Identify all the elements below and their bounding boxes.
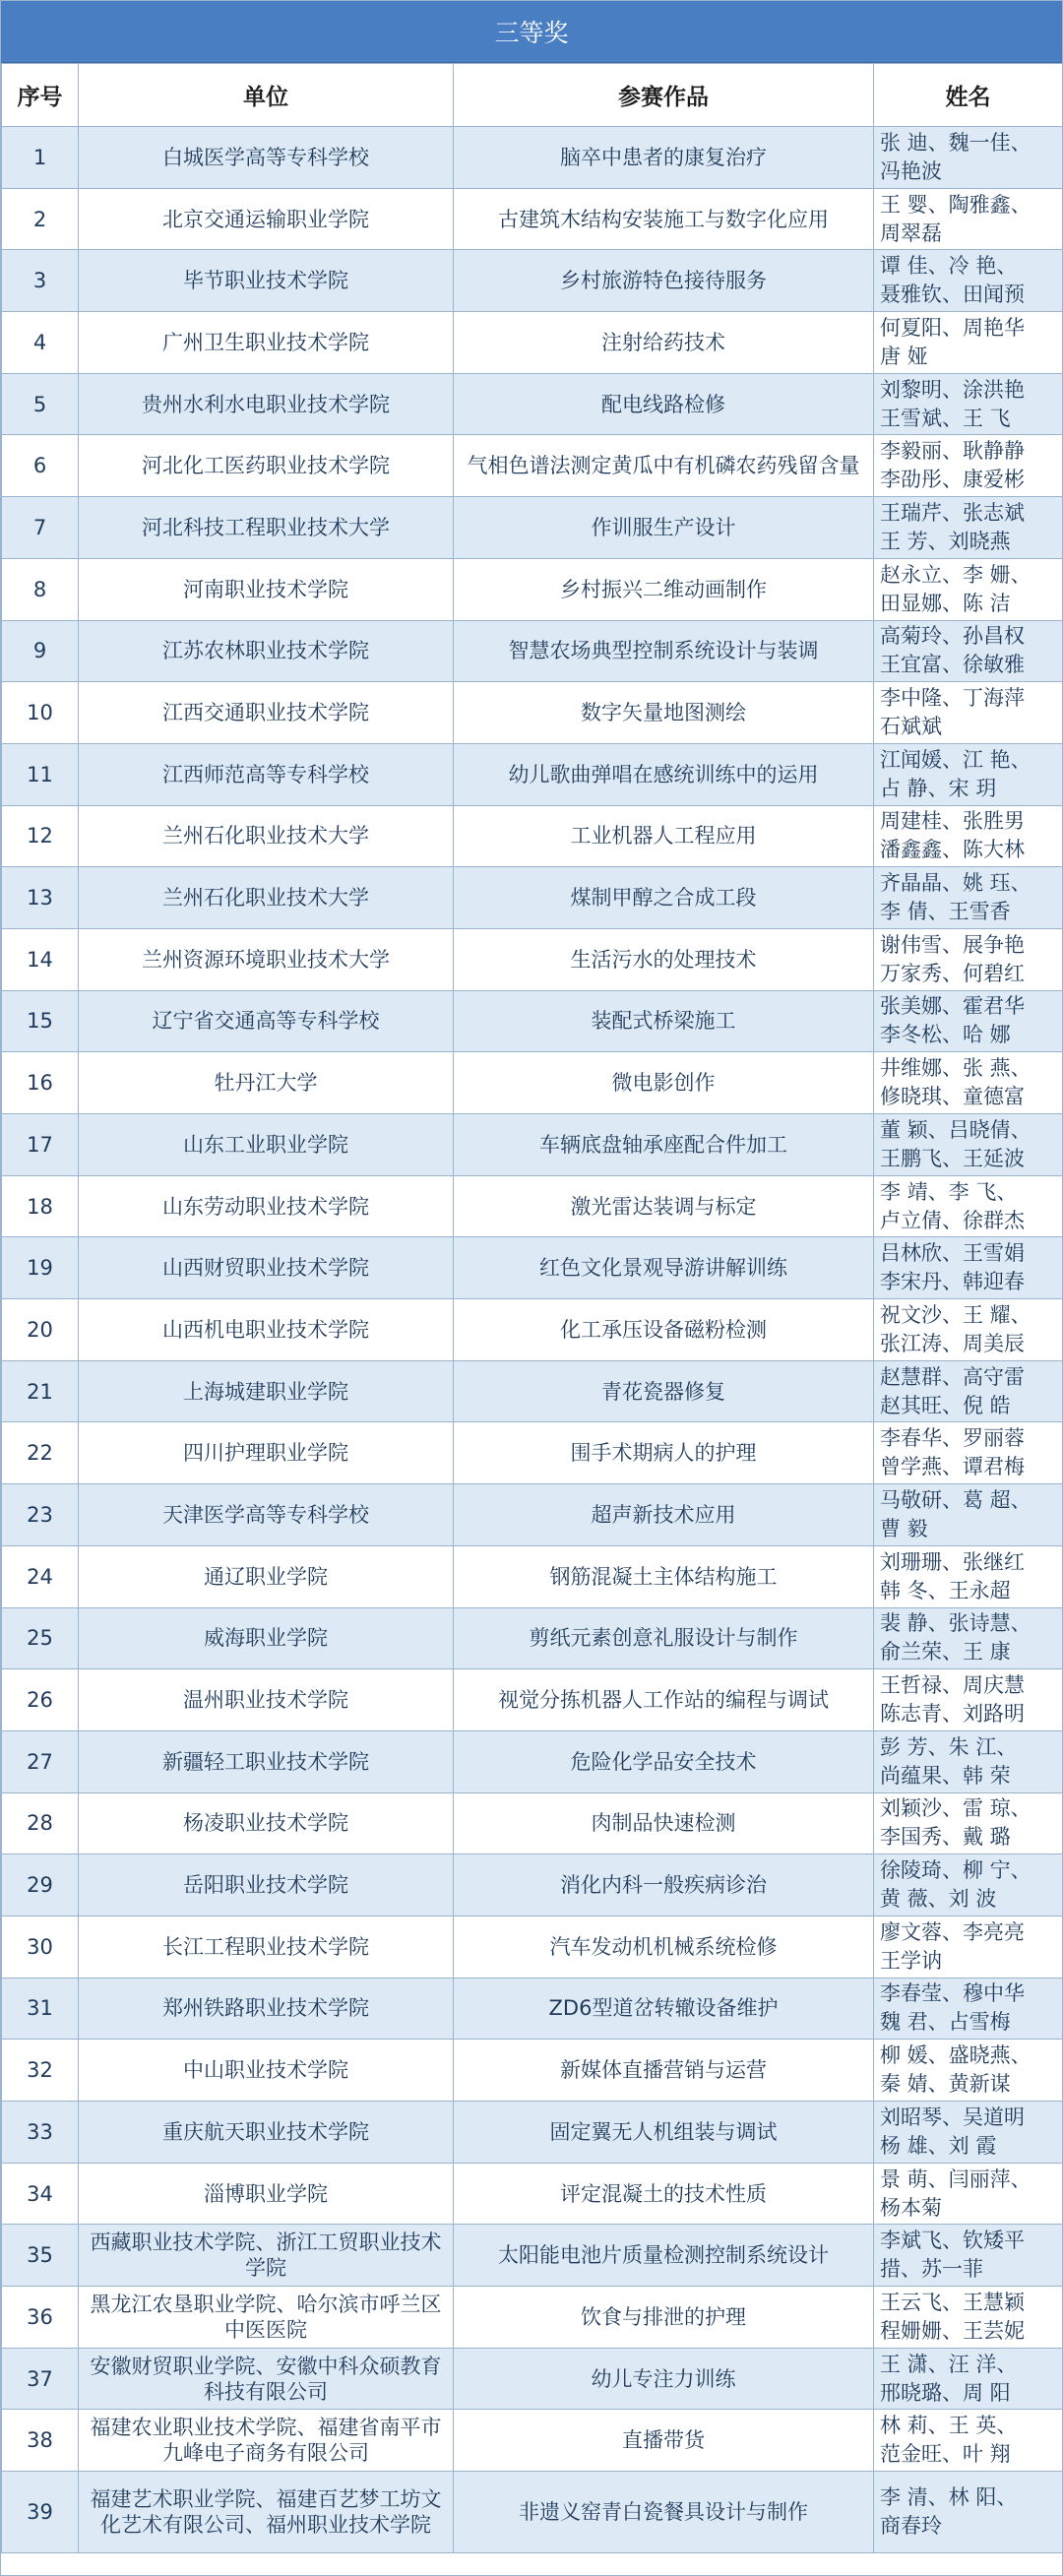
name-line: 吕林欣、王雪娟	[880, 1241, 1025, 1266]
table-row	[2, 1792, 1063, 1854]
row-names	[874, 867, 1063, 929]
name-line: 裴 静、张诗慧、	[880, 1611, 1032, 1636]
row-unit: 江西师范高等专科学校	[79, 743, 454, 805]
row-unit: 淄博职业学院	[79, 2163, 454, 2225]
table-row	[2, 127, 1063, 189]
row-names	[874, 127, 1063, 189]
row-names	[874, 2472, 1063, 2553]
table-row	[2, 805, 1063, 867]
row-names	[874, 250, 1063, 312]
row-unit: 重庆航天职业技术学院	[79, 2102, 454, 2164]
row-unit: 河北科技工程职业技术大学	[79, 497, 454, 559]
row-number: 27	[2, 1730, 79, 1792]
row-work: 乡村旅游特色接待服务	[454, 250, 874, 312]
name-line: 杨 雄、刘 霞	[880, 2133, 997, 2158]
row-number: 11	[2, 743, 79, 805]
row-unit: 山东劳动职业技术学院	[79, 1175, 454, 1237]
row-unit: 黑龙江农垦职业学院、哈尔滨市呼兰区中医医院	[79, 2287, 454, 2349]
name-line: 刘珊珊、张继红	[880, 1549, 1025, 1574]
name-line: 商春玲	[880, 2514, 942, 2539]
table-row	[2, 1730, 1063, 1792]
row-work: 微电影创作	[454, 1052, 874, 1114]
name-line: 廖文蓉、李亮亮	[880, 1919, 1025, 1944]
table-row	[2, 373, 1063, 435]
row-unit: 长江工程职业技术学院	[79, 1916, 454, 1978]
name-line: 王雪斌、王 飞	[880, 406, 1011, 430]
row-unit: 郑州铁路职业技术学院	[79, 1978, 454, 2040]
name-line: 王 婴、陶雅鑫、	[880, 192, 1032, 217]
row-number: 17	[2, 1114, 79, 1176]
name-line: 李冬松、哈 娜	[880, 1023, 1011, 1047]
name-line: 曹 毅	[880, 1516, 928, 1540]
row-unit: 河南职业技术学院	[79, 558, 454, 620]
row-unit: 新疆轻工职业技术学院	[79, 1730, 454, 1792]
row-number: 12	[2, 805, 79, 867]
name-line: 李 靖、李 飞、	[880, 1179, 1018, 1204]
table-row	[2, 1854, 1063, 1916]
row-number: 7	[2, 497, 79, 559]
name-line: 高菊玲、孙昌权	[880, 624, 1025, 649]
row-work: 钢筋混凝土主体结构施工	[454, 1545, 874, 1607]
row-number: 37	[2, 2348, 79, 2410]
row-unit: 贵州水利水电职业技术学院	[79, 373, 454, 435]
table-row	[2, 2410, 1063, 2472]
table-row	[2, 558, 1063, 620]
row-number: 21	[2, 1360, 79, 1422]
row-work: 非遗义窑青白瓷餐具设计与制作	[454, 2472, 874, 2553]
row-number: 3	[2, 250, 79, 312]
name-line: 王 潇、汪 洋、	[880, 2352, 1018, 2376]
row-work: 乡村振兴二维动画制作	[454, 558, 874, 620]
row-number: 36	[2, 2287, 79, 2349]
table-row	[2, 2472, 1063, 2553]
header-number: 序号	[2, 64, 79, 127]
name-line: 聂雅钦、田闻预	[880, 283, 1025, 307]
row-number: 14	[2, 928, 79, 990]
name-line: 王宜富、徐敏雅	[880, 653, 1025, 677]
name-line: 杨本菊	[880, 2195, 942, 2220]
name-line: 周翠磊	[880, 220, 942, 245]
row-unit: 兰州石化职业技术大学	[79, 867, 454, 929]
row-names	[874, 312, 1063, 374]
table-row	[2, 1484, 1063, 1546]
row-number: 30	[2, 1916, 79, 1978]
row-names	[874, 1114, 1063, 1176]
row-number: 38	[2, 2410, 79, 2472]
table-row	[2, 2348, 1063, 2410]
name-line: 刘昭琴、吴道明	[880, 2105, 1025, 2129]
row-names	[874, 2287, 1063, 2349]
row-unit: 天津医学高等专科学校	[79, 1484, 454, 1546]
row-names	[874, 1978, 1063, 2040]
name-line: 谢伟雪、展争艳	[880, 932, 1025, 957]
row-unit: 安徽财贸职业学院、安徽中科众硕教育科技有限公司	[79, 2348, 454, 2410]
table-row	[2, 1422, 1063, 1484]
name-line: 韩 冬、王永超	[880, 1578, 1011, 1602]
row-names	[874, 1360, 1063, 1422]
row-number: 10	[2, 682, 79, 744]
table-row	[2, 250, 1063, 312]
row-number: 15	[2, 990, 79, 1052]
row-work: 超声新技术应用	[454, 1484, 874, 1546]
name-line: 彭 芳、朱 江、	[880, 1734, 1018, 1759]
row-names	[874, 2102, 1063, 2164]
name-line: 李劭彤、康爱彬	[880, 468, 1025, 492]
name-line: 范金旺、叶 翔	[880, 2442, 1011, 2467]
row-names	[874, 435, 1063, 497]
header-work: 参赛作品	[454, 64, 874, 127]
name-line: 马敬研、葛 超、	[880, 1487, 1032, 1512]
row-unit: 兰州资源环境职业技术大学	[79, 928, 454, 990]
row-number: 34	[2, 2163, 79, 2225]
row-unit: 北京交通运输职业学院	[79, 188, 454, 250]
row-number: 1	[2, 127, 79, 189]
table-header-row	[2, 64, 1063, 127]
name-line: 井维娜、张 燕、	[880, 1056, 1032, 1081]
name-line: 张江涛、周美辰	[880, 1331, 1025, 1355]
row-unit: 辽宁省交通高等专科学校	[79, 990, 454, 1052]
row-names	[874, 1237, 1063, 1299]
table-row	[2, 2040, 1063, 2102]
header-unit: 单位	[79, 64, 454, 127]
row-work: 肉制品快速检测	[454, 1792, 874, 1854]
name-line: 赵永立、李 姗、	[880, 562, 1032, 587]
table-row	[2, 743, 1063, 805]
award-tier-title: 三等奖	[1, 1, 1062, 63]
table-row	[2, 497, 1063, 559]
table-row	[2, 1978, 1063, 2040]
name-line: 修晓琪、童德富	[880, 1085, 1025, 1109]
table-row	[2, 928, 1063, 990]
row-number: 13	[2, 867, 79, 929]
row-work: 太阳能电池片质量检测控制系统设计	[454, 2225, 874, 2287]
row-names	[874, 2040, 1063, 2102]
table-row	[2, 2102, 1063, 2164]
row-names	[874, 497, 1063, 559]
row-names	[874, 2225, 1063, 2287]
table-row	[2, 1545, 1063, 1607]
name-line: 陈志青、刘路明	[880, 1702, 1025, 1727]
name-line: 王哲禄、周庆慧	[880, 1673, 1025, 1698]
row-number: 22	[2, 1422, 79, 1484]
row-unit: 岳阳职业技术学院	[79, 1854, 454, 1916]
table-row	[2, 1360, 1063, 1422]
name-line: 谭 佳、冷 艳、	[880, 254, 1018, 279]
name-line: 周建桂、张胜男	[880, 809, 1025, 834]
table-row	[2, 1052, 1063, 1114]
name-line: 田显娜、陈 洁	[880, 591, 1011, 615]
table-row	[2, 867, 1063, 929]
row-work: 危险化学品安全技术	[454, 1730, 874, 1792]
name-line: 李斌飞、钦矮平	[880, 2229, 1025, 2253]
table-row	[2, 188, 1063, 250]
row-names	[874, 1854, 1063, 1916]
name-line: 唐 娅	[880, 344, 928, 368]
row-work: 作训服生产设计	[454, 497, 874, 559]
row-number: 26	[2, 1669, 79, 1731]
row-unit: 温州职业技术学院	[79, 1669, 454, 1731]
name-line: 李毅丽、耿静静	[880, 439, 1025, 464]
row-number: 2	[2, 188, 79, 250]
name-line: 李春莹、穆中华	[880, 1981, 1025, 2006]
name-line: 俞兰荣、王 康	[880, 1640, 1011, 1665]
name-line: 王鹏飞、王延波	[880, 1146, 1025, 1170]
row-work: 配电线路检修	[454, 373, 874, 435]
row-names	[874, 682, 1063, 744]
row-names	[874, 373, 1063, 435]
row-number: 39	[2, 2472, 79, 2553]
row-unit: 山东工业职业学院	[79, 1114, 454, 1176]
row-number: 23	[2, 1484, 79, 1546]
name-line: 占 静、宋 玥	[880, 776, 997, 800]
row-work: 气相色谱法测定黄瓜中有机磷农药残留含量	[454, 435, 874, 497]
row-number: 32	[2, 2040, 79, 2102]
row-names	[874, 1175, 1063, 1237]
row-number: 5	[2, 373, 79, 435]
row-names	[874, 743, 1063, 805]
table-row	[2, 2225, 1063, 2287]
row-unit: 江苏农林职业技术学院	[79, 620, 454, 682]
name-line: 王瑞芹、张志斌	[880, 500, 1025, 525]
row-names	[874, 1669, 1063, 1731]
row-unit: 中山职业技术学院	[79, 2040, 454, 2102]
row-names	[874, 2410, 1063, 2472]
row-names	[874, 990, 1063, 1052]
row-unit: 威海职业学院	[79, 1607, 454, 1669]
row-names	[874, 1422, 1063, 1484]
row-work: 青花瓷器修复	[454, 1360, 874, 1422]
row-names	[874, 1484, 1063, 1546]
row-unit: 杨凌职业技术学院	[79, 1792, 454, 1854]
row-unit: 山西机电职业技术学院	[79, 1299, 454, 1361]
table-row	[2, 435, 1063, 497]
row-work: 生活污水的处理技术	[454, 928, 874, 990]
row-work: 消化内科一般疾病诊治	[454, 1854, 874, 1916]
table-row	[2, 2163, 1063, 2225]
row-unit: 四川护理职业学院	[79, 1422, 454, 1484]
row-work: 视觉分拣机器人工作站的编程与调试	[454, 1669, 874, 1731]
name-line: 景 萌、闫丽萍、	[880, 2167, 1032, 2191]
row-names	[874, 928, 1063, 990]
name-line: 柳 媛、盛晓燕、	[880, 2043, 1032, 2068]
row-names	[874, 1299, 1063, 1361]
row-names	[874, 1916, 1063, 1978]
row-unit: 上海城建职业学院	[79, 1360, 454, 1422]
row-work: 幼儿歌曲弹唱在感统训练中的运用	[454, 743, 874, 805]
name-line: 尚蕴果、韩 荣	[880, 1763, 1011, 1788]
row-work: 注射给药技术	[454, 312, 874, 374]
row-work: 装配式桥梁施工	[454, 990, 874, 1052]
row-work: 脑卒中患者的康复治疗	[454, 127, 874, 189]
name-line: 冯艳波	[880, 158, 942, 183]
table-row	[2, 1237, 1063, 1299]
table-row	[2, 1669, 1063, 1731]
name-line: 赵慧群、高守雷	[880, 1364, 1025, 1389]
row-number: 35	[2, 2225, 79, 2287]
row-unit: 山西财贸职业技术学院	[79, 1237, 454, 1299]
row-names	[874, 1607, 1063, 1669]
name-line: 张 迪、魏一佳、	[880, 130, 1032, 155]
row-work: 激光雷达装调与标定	[454, 1175, 874, 1237]
name-line: 刘黎明、涂洪艳	[880, 377, 1025, 402]
name-line: 张美娜、霍君华	[880, 994, 1025, 1019]
row-work: 汽车发动机机械系统检修	[454, 1916, 874, 1978]
table-row	[2, 1175, 1063, 1237]
row-names	[874, 2163, 1063, 2225]
row-work: 饮食与排泄的护理	[454, 2287, 874, 2349]
table-row	[2, 1299, 1063, 1361]
row-number: 24	[2, 1545, 79, 1607]
name-line: 李春华、罗丽蓉	[880, 1426, 1025, 1451]
row-number: 16	[2, 1052, 79, 1114]
name-line: 祝文沙、王 耀、	[880, 1302, 1032, 1327]
name-line: 魏 君、占雪梅	[880, 2010, 1011, 2035]
row-number: 19	[2, 1237, 79, 1299]
row-unit: 江西交通职业技术学院	[79, 682, 454, 744]
row-work: 智慧农场典型控制系统设计与装调	[454, 620, 874, 682]
row-number: 9	[2, 620, 79, 682]
name-line: 邢晓璐、周 阳	[880, 2380, 1011, 2405]
row-unit: 广州卫生职业技术学院	[79, 312, 454, 374]
row-names	[874, 805, 1063, 867]
row-unit: 西藏职业技术学院、浙江工贸职业技术学院	[79, 2225, 454, 2287]
row-number: 33	[2, 2102, 79, 2164]
name-line: 王 芳、刘晓燕	[880, 529, 1011, 553]
row-unit: 毕节职业技术学院	[79, 250, 454, 312]
name-line: 李 倩、王雪香	[880, 900, 1011, 924]
award-table	[1, 63, 1063, 2553]
row-unit: 兰州石化职业技术大学	[79, 805, 454, 867]
row-work: 新媒体直播营销与运营	[454, 2040, 874, 2102]
name-line: 李中隆、丁海萍	[880, 686, 1025, 711]
row-work: 围手术期病人的护理	[454, 1422, 874, 1484]
row-number: 20	[2, 1299, 79, 1361]
row-work: ZD6型道岔转辙设备维护	[454, 1978, 874, 2040]
table-row	[2, 312, 1063, 374]
row-names	[874, 1792, 1063, 1854]
name-line: 何夏阳、周艳华	[880, 315, 1025, 340]
name-line: 董 颖、吕晓倩、	[880, 1117, 1032, 1142]
row-number: 25	[2, 1607, 79, 1669]
name-line: 刘颖沙、雷 琼、	[880, 1796, 1032, 1821]
row-work: 红色文化景观导游讲解训练	[454, 1237, 874, 1299]
row-work: 幼儿专注力训练	[454, 2348, 874, 2410]
row-number: 6	[2, 435, 79, 497]
name-line: 徐陵琦、柳 宁、	[880, 1858, 1032, 1883]
table-row	[2, 1607, 1063, 1669]
name-line: 林 莉、王 英、	[880, 2414, 1018, 2438]
name-line: 卢立倩、徐群杰	[880, 1208, 1025, 1232]
name-line: 程姗姗、王芸妮	[880, 2318, 1025, 2343]
name-line: 黄 薇、刘 波	[880, 1887, 997, 1912]
row-number: 4	[2, 312, 79, 374]
row-work: 古建筑木结构安装施工与数字化应用	[454, 188, 874, 250]
row-names	[874, 1545, 1063, 1607]
row-names	[874, 558, 1063, 620]
name-line: 措、苏一菲	[880, 2257, 983, 2282]
row-number: 29	[2, 1854, 79, 1916]
row-unit: 牡丹江大学	[79, 1052, 454, 1114]
row-work: 工业机器人工程应用	[454, 805, 874, 867]
header-names: 姓名	[874, 64, 1063, 127]
name-line: 石斌斌	[880, 715, 942, 739]
row-unit: 河北化工医药职业技术学院	[79, 435, 454, 497]
row-names	[874, 620, 1063, 682]
row-names	[874, 188, 1063, 250]
table-row	[2, 1916, 1063, 1978]
name-line: 李宋丹、韩迎春	[880, 1270, 1025, 1294]
row-unit: 通辽职业学院	[79, 1545, 454, 1607]
name-line: 潘鑫鑫、陈大林	[880, 838, 1025, 862]
table-row	[2, 1114, 1063, 1176]
row-number: 18	[2, 1175, 79, 1237]
row-work: 化工承压设备磁粉检测	[454, 1299, 874, 1361]
row-number: 28	[2, 1792, 79, 1854]
row-unit: 白城医学高等专科学校	[79, 127, 454, 189]
row-number: 8	[2, 558, 79, 620]
name-line: 江闻媛、江 艳、	[880, 747, 1032, 772]
row-names	[874, 1052, 1063, 1114]
row-number: 31	[2, 1978, 79, 2040]
row-unit: 福建农业职业技术学院、福建省南平市九峰电子商务有限公司	[79, 2410, 454, 2472]
row-unit: 福建艺术职业学院、福建百艺梦工坊文化艺术有限公司、福州职业技术学院	[79, 2472, 454, 2553]
row-names	[874, 2348, 1063, 2410]
name-line: 李 清、林 阳、	[880, 2485, 1018, 2510]
table-row	[2, 990, 1063, 1052]
table-row	[2, 2287, 1063, 2349]
row-work: 车辆底盘轴承座配合件加工	[454, 1114, 874, 1176]
name-line: 秦 婧、黄新谋	[880, 2072, 1011, 2097]
name-line: 王学讷	[880, 1948, 942, 1973]
table-row	[2, 620, 1063, 682]
row-names	[874, 1730, 1063, 1792]
name-line: 赵其旺、倪 皓	[880, 1393, 1011, 1417]
row-work: 剪纸元素创意礼服设计与制作	[454, 1607, 874, 1669]
name-line: 万家秀、何碧红	[880, 961, 1025, 985]
row-work: 煤制甲醇之合成工段	[454, 867, 874, 929]
table-body	[2, 127, 1063, 2553]
name-line: 齐晶晶、姚 珏、	[880, 871, 1032, 896]
name-line: 王云飞、王慧颖	[880, 2290, 1025, 2314]
name-line: 李国秀、戴 璐	[880, 1825, 1011, 1850]
name-line: 曾学燕、谭君梅	[880, 1455, 1025, 1479]
row-work: 评定混凝土的技术性质	[454, 2163, 874, 2225]
row-work: 直播带货	[454, 2410, 874, 2472]
table-row	[2, 682, 1063, 744]
row-work: 固定翼无人机组装与调试	[454, 2102, 874, 2164]
row-work: 数字矢量地图测绘	[454, 682, 874, 744]
